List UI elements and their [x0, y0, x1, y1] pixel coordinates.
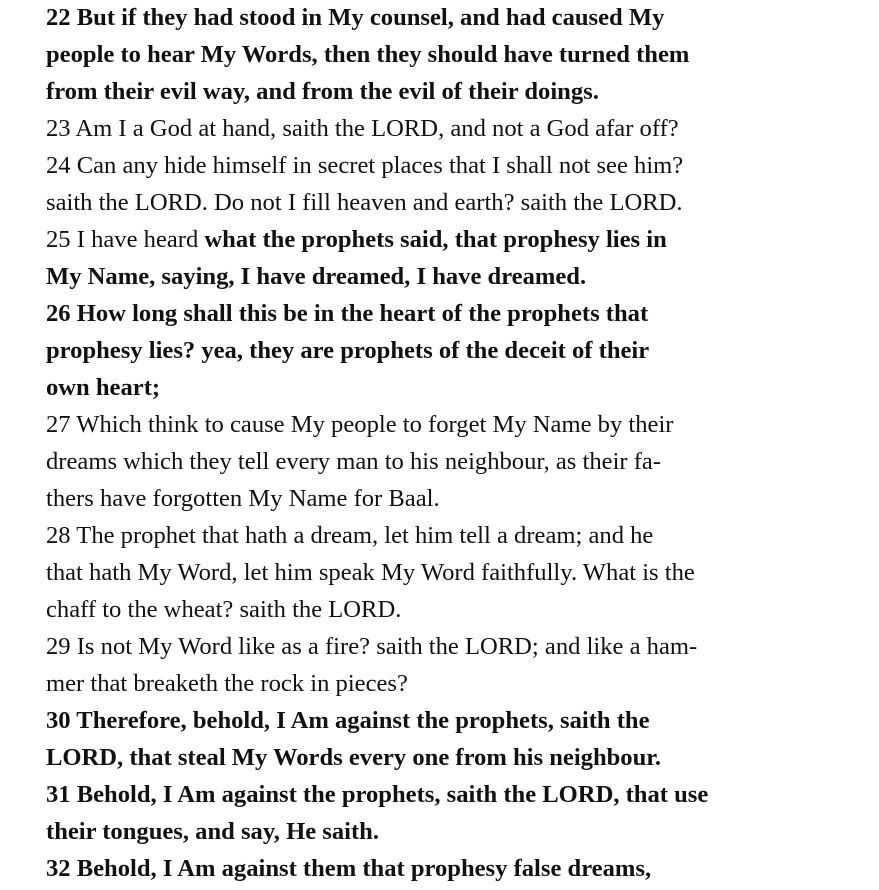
- verse-line: [46, 517, 874, 554]
- plain-text: saith the LORD. Do not I fill heaven and earth? saith the LORD.: [46, 189, 683, 216]
- scripture-page: [46, 0, 874, 887]
- verse-32: [46, 850, 874, 887]
- verse-list: [46, 0, 874, 887]
- verse-line: [46, 443, 874, 480]
- verse-line: [46, 221, 874, 258]
- verse-line: [46, 369, 874, 406]
- verse-line: [46, 332, 874, 369]
- emphasized-text: their tongues, and say, He saith.: [46, 818, 379, 845]
- plain-text: 24 Can any hide himself in secret places that I shall not see him?: [46, 152, 684, 179]
- plain-text: 29 Is not My Word like as a fire? saith the LORD; and like a ham-: [46, 633, 698, 660]
- verse-line: [46, 776, 874, 813]
- emphasized-text: 26 How long shall this be in the heart of the prophets that: [46, 300, 649, 327]
- verse-line: [46, 36, 874, 73]
- emphasized-text: LORD, that steal My Words every one from his neighbour.: [46, 744, 662, 771]
- verse-29: [46, 628, 874, 702]
- verse-22: [46, 0, 874, 110]
- plain-text: thers have forgotten My Name for Baal.: [46, 485, 440, 512]
- verse-line: [46, 480, 874, 517]
- emphasized-text: 31 Behold, I Am against the prophets, saith the LORD, that use: [46, 781, 709, 808]
- verse-line: [46, 258, 874, 295]
- plain-text: that hath My Word, let him speak My Word faithfully. What is the: [46, 559, 695, 586]
- emphasized-text: 30 Therefore, behold, I Am against the prophets, saith the: [46, 707, 650, 734]
- verse-line: [46, 406, 874, 443]
- verse-line: [46, 184, 874, 221]
- verse-26: [46, 295, 874, 406]
- verse-line: [46, 739, 874, 776]
- verse-31: [46, 776, 874, 850]
- verse-line: [46, 147, 874, 184]
- emphasized-text: from their evil way, and from the evil of their doings.: [46, 78, 599, 105]
- emphasized-text: 22 But if they had stood in My counsel, and had caused My: [46, 4, 665, 31]
- verse-line: [46, 813, 874, 850]
- emphasized-text: 32 Behold, I Am against them that prophesy false dreams,: [46, 855, 652, 882]
- verse-line: [46, 665, 874, 702]
- verse-line: [46, 591, 874, 628]
- plain-text: dreams which they tell every man to his neighbour, as their fa-: [46, 448, 662, 475]
- verse-28: [46, 517, 874, 628]
- plain-text: 23 Am I a God at hand, saith the LORD, and not a God afar off?: [46, 115, 679, 142]
- emphasized-text: My Name, saying, I have dreamed, I have dreamed.: [46, 263, 587, 290]
- emphasized-text: own heart;: [46, 374, 161, 401]
- verse-27: [46, 406, 874, 517]
- verse-25: [46, 221, 874, 295]
- plain-text: 25 I have heard: [46, 226, 205, 253]
- verse-line: [46, 628, 874, 665]
- verse-line: [46, 73, 874, 110]
- verse-line: [46, 0, 874, 36]
- verse-line: [46, 702, 874, 739]
- emphasized-text: people to hear My Words, then they should have turned them: [46, 41, 690, 68]
- plain-text: 28 The prophet that hath a dream, let him tell a dream; and he: [46, 522, 654, 549]
- verse-30: [46, 702, 874, 776]
- verse-line: [46, 850, 874, 887]
- verse-line: [46, 554, 874, 591]
- plain-text: chaff to the wheat? saith the LORD.: [46, 596, 402, 623]
- verse-line: [46, 295, 874, 332]
- verse-23: [46, 110, 874, 147]
- emphasized-text: prophesy lies? yea, they are prophets of the deceit of their: [46, 337, 650, 364]
- plain-text: mer that breaketh the rock in pieces?: [46, 670, 408, 697]
- verse-line: [46, 110, 874, 147]
- plain-text: 27 Which think to cause My people to forget My Name by their: [46, 411, 674, 438]
- verse-24: [46, 147, 874, 221]
- emphasized-text: what the prophets said, that prophesy lies in: [204, 226, 667, 253]
